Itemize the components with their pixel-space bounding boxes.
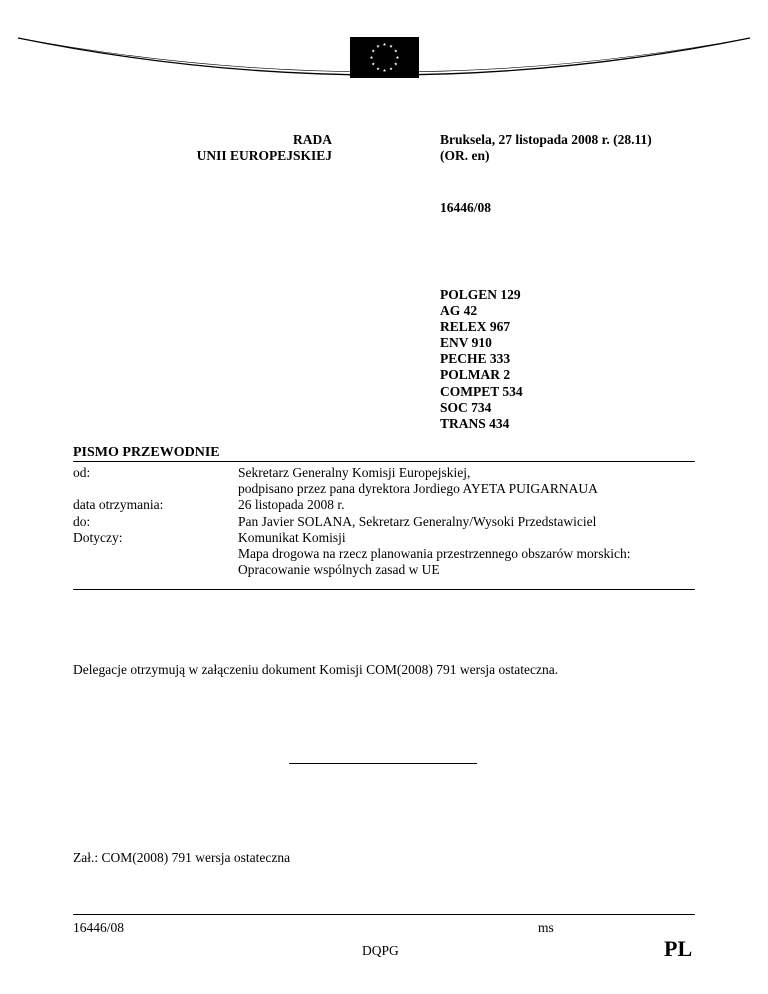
from-value-line2: podpisano przez pana dyrektora Jordiego AYETA PUIGARNAUA [238,481,598,497]
subject-line1: Komunikat Komisji [238,529,346,545]
council-name-line2: UNII EUROPEJSKIEJ [196,148,332,163]
flag-star-icon [383,69,386,72]
code-item: PECHE 333 [440,351,511,367]
from-label: od: [73,465,91,480]
to-label: do: [73,513,91,529]
flag-star-icon [372,49,375,52]
cover-note-bottom-rule [73,589,695,590]
code-item: COMPET 534 [440,383,523,399]
from-value [238,465,695,497]
row-from [73,465,695,497]
from-value-line1: Sekretarz Generalny Komisji Europejskiej, [238,465,471,480]
body-text: Delegacje otrzymują w załączeniu dokument Komisji COM(2008) 791 wersja ostateczna. [73,662,559,677]
code-item: POLMAR 2 [440,367,511,383]
flag-star-icon [370,56,373,59]
flag-star-icon [383,43,386,46]
cover-note-top-rule [73,461,695,462]
flag-star-icon [389,45,392,48]
code-item: POLGEN 129 [440,287,521,302]
received-label: data otrzymania: [73,497,164,513]
footer-document-number: 16446/08 [73,920,125,935]
cover-note-title: PISMO PRZEWODNIE [73,445,220,460]
code-item: AG 42 [440,303,478,319]
document-number: 16446/08 [440,200,492,215]
flag-star-icon [376,67,379,70]
classification-codes [440,287,523,432]
flag-star-icon [394,62,397,65]
footer-rule [73,914,695,915]
cover-note-table [73,465,695,578]
row-received [73,497,695,513]
separator-line [289,763,477,764]
code-item: RELEX 967 [440,319,511,335]
subject-label: Dotyczy: [73,529,123,545]
flag-star-icon [394,49,397,52]
code-item: ENV 910 [440,335,492,351]
flag-star-icon [396,56,399,59]
code-item: TRANS 434 [440,415,510,431]
eu-flag-icon [350,37,419,78]
code-item: SOC 734 [440,399,492,415]
footer-department: DQPG [362,943,399,958]
subject-value [238,530,695,579]
flag-star-icon [389,67,392,70]
flag-star-icon [372,62,375,65]
footer-language: PL [664,936,693,961]
original-language: (OR. en) [440,148,490,163]
subject-line3: Opracowanie wspólnych zasad w UE [238,562,440,578]
row-to [73,514,695,530]
enclosure-note: Zał.: COM(2008) 791 wersja ostateczna [73,850,291,865]
to-value: Pan Javier SOLANA, Sekretarz Generalny/Wysoki Przedstawiciel [238,513,597,529]
subject-line2: Mapa drogowa na rzecz planowania przestrzennego obszarów morskich: [238,546,631,562]
council-name [150,132,332,164]
flag-star-icon [376,45,379,48]
council-name-line1: RADA [293,132,332,147]
place-date: Bruksela, 27 listopada 2008 r. (28.11) [440,132,652,147]
received-value: 26 listopada 2008 r. [238,497,345,513]
place-date-block [440,132,652,164]
footer-initials: ms [538,920,554,935]
row-subject [73,530,695,579]
